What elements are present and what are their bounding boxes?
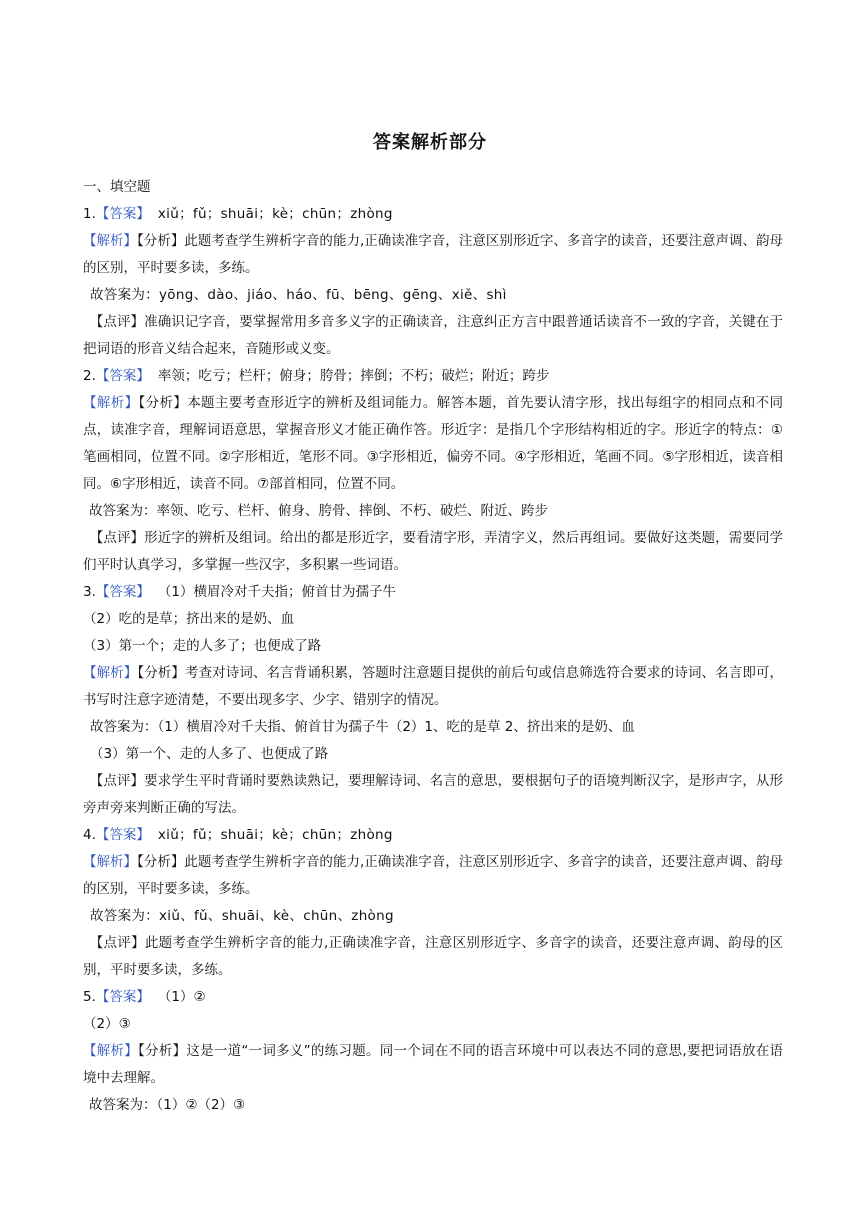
fenxi-tag: 【分析】 [137,665,185,681]
dianping-tag: 【点评】 [89,773,145,789]
fenxi-tag: 【分析】 [138,395,188,411]
q3-analysis-text: 考查对诗词、名言背诵积累，答题时注意题目提供的前后句或信息筛选符合要求的诗词、名言即可，书写时注意字迹清楚，不要出现多字、少字、错别字的情况。 [83,665,784,708]
answer-tag: 【答案】 [95,368,150,384]
analysis-tag: 【解析】 [83,1043,139,1059]
q3-comment-text: 要求学生平时背诵时要熟读熟记，要理解诗词、名言的意思，要根据句子的语境判断汉字，是形声字，从形旁声旁来判断正确的写法。 [83,773,784,816]
fenxi-tag: 【分析】 [137,233,185,249]
page-title: 答案解析部分 [373,132,487,153]
dianping-tag: 【点评】 [89,935,145,951]
q3-solution-2: （3）第一个、走的人多了、也便成了路 [90,746,329,762]
q3-number: 3. [83,584,96,600]
answer-tag: 【答案】 [95,206,150,222]
q1-number: 1. [83,206,96,222]
fenxi-tag: 【分析】 [137,854,185,870]
q1-analysis [83,228,783,282]
answer-tag: 【答案】 [95,584,150,600]
dianping-tag: 【点评】 [89,530,145,546]
q2-solution: 故答案为：率领、吃亏、栏杆、俯身、胯骨、摔倒、不朽、破烂、附近、跨步 [89,503,548,519]
q2-answer: 率领；吃亏；栏杆；俯身；胯骨；摔倒；不朽；破烂；附近；跨步 [157,368,550,384]
q2-answer-line [83,363,783,390]
q1-solution: 故答案为：yōng、dào、jiáo、háo、fū、bēng、gēng、xiě、shì [90,287,507,303]
q3-comment [83,768,783,822]
q2-analysis-text: 本题主要考查形近字的辨析及组词能力。解答本题，首先要认清字形，找出每组字的相同点和不同点，读准字音，理解词语意思，掌握音形义才能正确作答。形近字：是指几个字形结构相近的字。形近字的特点：①笔画相同，位置不同。②字形相近，笔形不同。③字形相近，偏旁不同。④字形相近，笔画不同。⑤字形相近，读音相同。⑥字形相近，读音不同。⑦部首相同，位置不同。 [83,395,784,492]
q5-solution: 故答案为：（1）②（2）③ [89,1097,246,1113]
q2-analysis [83,390,783,498]
q4-analysis-text: 此题考查学生辨析字音的能力,正确读准字音，注意区别形近字、多音字的读音，还要注意声调、韵母的区别，平时要多读，多练。 [83,854,784,897]
answer-content [83,174,783,1119]
q5-answer-line [83,984,783,1011]
answer-tag: 【答案】 [95,989,150,1005]
q2-comment-text: 形近字的辨析及组词。给出的都是形近字，要看清字形，弄清字义，然后再组词。要做好这类题，需要同学们平时认真学习，多掌握一些汉字，多积累一些词语。 [83,530,784,573]
answer-tag: 【答案】 [95,827,150,843]
q4-comment-text: 此题考查学生辨析字音的能力,正确读准字音，注意区别形近字、多音字的读音，还要注意声调、韵母的区别，平时要多读，多练。 [83,935,784,978]
analysis-tag: 【解析】 [83,854,138,870]
analysis-tag: 【解析】 [83,665,138,681]
q4-solution: 故答案为：xiǔ、fǔ、shuāi、kè、chūn、zhòng [90,908,394,924]
analysis-tag: 【解析】 [83,395,139,411]
q1-comment [83,309,783,363]
q5-answer-2: （2）③ [83,1016,131,1032]
q3-answer-line [83,579,783,606]
q5-number: 5. [83,989,96,1005]
q4-analysis [83,849,783,903]
fenxi-tag: 【分析】 [138,1043,187,1059]
q3-answer-2: （2）吃的是草；挤出来的是奶、血 [83,611,295,627]
q3-answer-1: （1）横眉冷对千夫指；俯首甘为孺子牛 [157,584,396,600]
q4-answer: xiǔ；fǔ；shuāi；kè；chūn；zhòng [157,827,393,843]
q5-analysis [83,1038,783,1092]
q2-number: 2. [83,368,96,384]
q5-answer-1: （1）② [157,989,206,1005]
q3-analysis [83,660,783,714]
section-heading: 一、填空题 [83,179,151,195]
q3-solution-1: 故答案为：（1）横眉冷对千夫指、俯首甘为孺子牛（2）1、吃的是草 2、挤出来的是奶、血 [90,719,635,735]
q3-answer-3: （3）第一个；走的人多了；也便成了路 [83,638,322,654]
analysis-tag: 【解析】 [83,233,138,249]
q1-answer-line [83,201,783,228]
q4-answer-line [83,822,783,849]
q4-number: 4. [83,827,96,843]
q4-comment [83,930,783,984]
q1-comment-text: 准确识记字音，要掌握常用多音多义字的正确读音，注意纠正方言中跟普通话读音不一致的字音，关键在于把词语的形音义结合起来，音随形或义变。 [83,314,784,357]
dianping-tag: 【点评】 [89,314,145,330]
q1-answer: xiǔ；fǔ；shuāi；kè；chūn；zhòng [157,206,393,222]
q1-analysis-text: 此题考查学生辨析字音的能力,正确读准字音，注意区别形近字、多音字的读音，还要注意声调、韵母的区别，平时要多读，多练。 [83,233,784,276]
q2-comment [83,525,783,579]
q5-analysis-text: 这是一道“一词多义”的练习题。同一个词在不同的语言环境中可以表达不同的意思,要把词语放在语境中去理解。 [83,1043,784,1086]
